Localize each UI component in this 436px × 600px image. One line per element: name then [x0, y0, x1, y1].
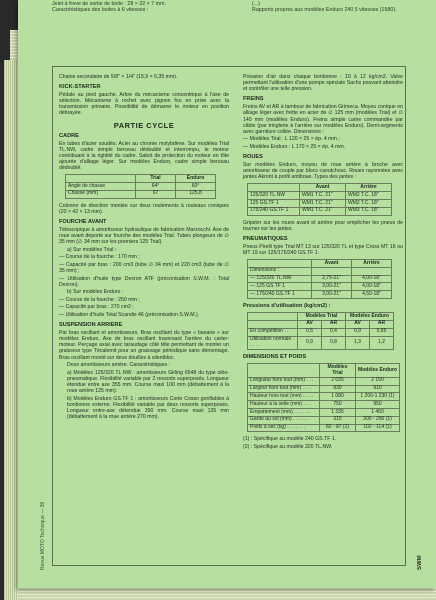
- table-row: [66, 183, 216, 191]
- table-row: [248, 291, 392, 299]
- list-item: b) Sur modèles Enduro :: [67, 289, 124, 296]
- paragraph: Freins AV et AR à tambour de fabrication Grimeca. Moyeu conique en alliage léger avec frette en acier de ∅ 125 mm (modèles Trial) et ∅ 140 mm (modèles Enduro). Freins simple came commandée par câble (par tringlerie à l'arrière sur modèles Enduro). Demi-segments avec garniture collée. Dimensions :: [243, 104, 403, 135]
- table-row: [248, 192, 392, 200]
- table-cell: 2,75-21": [312, 275, 352, 283]
- angles-table: [65, 174, 216, 198]
- table-cell: 125/320 TL.NW: [248, 192, 300, 200]
- table-row: [248, 283, 392, 291]
- table-cell: WM2 T.C. 18": [346, 192, 392, 200]
- table-cell: 1,2: [370, 336, 394, 350]
- table-row: [248, 409, 400, 417]
- table-cell: Longueur hors tout (mm) . . .: [248, 377, 320, 385]
- list-item: — Modèles Enduro : L 170 × 25 × ép. 4 mm.: [243, 143, 346, 150]
- table-header: Arrière: [346, 184, 392, 192]
- table-cell: Hauteur à la selle (mm) . . .: [248, 401, 320, 409]
- list-item: — Capacité par bras : 200 cm3 (tube ∅ 34 mm) et 220 cm3 (tube de ∅ 35 mm) ;: [59, 261, 229, 274]
- pressions-table: [247, 312, 394, 350]
- intro-text: Chaine secondaire de 5/8" × 1/4" (15,9 × 6,35 mm).: [59, 74, 178, 80]
- table-row: [66, 190, 216, 198]
- brand-tab-label: SWM: [417, 555, 423, 570]
- table-cell: 0,5: [298, 328, 322, 336]
- table-cell: 125,8: [176, 190, 216, 198]
- section-heading: CADRE: [59, 132, 79, 139]
- table-header: AV: [346, 320, 370, 328]
- table-cell: Largeur hors tout (mm) . . . .: [248, 385, 320, 393]
- table-header: Modèles Enduro: [356, 364, 400, 378]
- paragraph: Pression d'air dans chaque bonbonne : 10 à 12 kg/cm2. Valve permettant l'utilisation d'une pompe spéciale Sachs pouvant atteindre et contrôler une telle pression.: [243, 74, 403, 93]
- table-cell: WM1 T.C. 21": [300, 192, 346, 200]
- table-cell: 300 - 290 (1): [356, 416, 400, 424]
- table-cell: WM1 T.C. 21": [300, 207, 346, 215]
- table-cell: Hauteur hors tout (mm) . . . .: [248, 393, 320, 401]
- table-row: [248, 385, 400, 393]
- table-cell: Chasse (mm): [66, 190, 136, 198]
- table-cell: 830: [320, 385, 356, 393]
- table-header: Avant: [300, 184, 346, 192]
- table-row: [248, 416, 400, 424]
- paragraph: Sur modèles Enduro, moyeu de roue arrière à broche avec amortisseur de couple par blocs caoutchouc. Roues rayonnées avec jantes Akront à profil antiboue. Types des jantes :: [243, 162, 403, 181]
- table-cell: Poids à sec (kg) . . . . . . .: [248, 424, 320, 432]
- table-header: [248, 184, 300, 192]
- table-cell: 910: [356, 385, 400, 393]
- paragraph: Par bras oscillant et amortisseurs. Bras oscillant du type « banane » sur modèles Enduro. Axe de bras oscillant traversant l'arrière du carter-moteur. Perçage axial avec taraudage côté tête permettant de monter un graisseur type Técalemit pour un graissage périodique sans démontage. Bras oscillant monté sur deux douilles à silentbloc.: [59, 330, 229, 361]
- table-cell: [312, 267, 352, 275]
- table-header: [66, 175, 136, 183]
- table-cell: 2 035: [320, 377, 356, 385]
- section-heading: KICK-STARTER: [59, 84, 101, 91]
- table-cell: Dimensions :: [248, 267, 312, 275]
- table-cell: 175/240 GS.TF 1: [248, 207, 300, 215]
- table-cell: 4,00-18": [352, 275, 392, 283]
- section-heading: FREINS: [243, 96, 264, 103]
- table-header: Trial: [136, 175, 176, 183]
- table-cell: 1 080: [320, 393, 356, 401]
- table-cell: 0,4: [322, 328, 346, 336]
- side-page-label: Revue MOTO Technique — 39: [40, 501, 46, 570]
- list-item: — Modèles Trial : L 120 × 25 × ép. 4 mm ;: [243, 136, 340, 143]
- table-cell: Empattement (mm) . . . . . .: [248, 409, 320, 417]
- table-row: [248, 267, 392, 275]
- list-item: a) Sur modèles Trial :: [67, 246, 117, 253]
- table-cell: 4,00-18": [352, 283, 392, 291]
- table-header: Arrière: [352, 260, 392, 268]
- table-cell: Utilisation normale . . . . .: [248, 336, 298, 350]
- table-cell: 3,00-21": [312, 283, 352, 291]
- top-text: Caractéristiques des boites à 6 vitesses :: [52, 7, 149, 14]
- table-cell: [352, 267, 392, 275]
- paragraph: Deux amortisseurs arrière. Caractéristiques :: [67, 362, 170, 369]
- list-item: b) Modèles Enduro GS.TF 1 : amortisseurs Corte Cosso gonflables à bonbonne externe. Flexibilité variable par deux ressorts superposés. Longueur entre-axe détendue 390 mm. Course maxi 135 mm (débattement à la roue arrière 270 mm).: [67, 395, 229, 420]
- table-cell: 950: [356, 401, 400, 409]
- list-item: — Course de la fourche : 250 mm ;: [59, 296, 140, 303]
- page-edges-left: [4, 60, 18, 600]
- paragraph: Colonne de direction montée sur deux roulements à rouleaux coniques (20 × 42 × 13 mm).: [59, 202, 229, 215]
- top-strip-left: [52, 1, 237, 13]
- table-header: Modèles Trial: [320, 364, 356, 378]
- table-cell: 67: [136, 190, 176, 198]
- table-cell: 1 335: [320, 409, 356, 417]
- table-row: [248, 393, 400, 401]
- table-cell: — 125 GS.TF 1: [248, 283, 312, 291]
- content-frame: [52, 66, 406, 566]
- section-heading: DIMENSIONS ET POIDS: [243, 354, 307, 361]
- table-cell: 125 GS.TF 1: [248, 200, 300, 208]
- table-cell: 2 150: [356, 377, 400, 385]
- table-cell: 315: [320, 416, 356, 424]
- table-header: Enduro: [176, 175, 216, 183]
- table-cell: — 125/320 TL.NW: [248, 275, 312, 283]
- table-cell: Garde au sol (mm) . . . . . .: [248, 416, 320, 424]
- table-header: AR: [322, 320, 346, 328]
- left-column: [59, 74, 229, 422]
- table-cell: 0,85: [370, 328, 394, 336]
- section-heading: FOURCHE AVANT: [59, 218, 107, 225]
- table-cell: 3,00-21": [312, 291, 352, 299]
- footnote: (2) : Spécifique au modèle 320 TL.NW.: [243, 443, 333, 450]
- table-cell: WM2 T.C. 18": [346, 200, 392, 208]
- table-cell: 60°: [176, 183, 216, 191]
- book-page: [18, 0, 436, 588]
- pneu-table: [247, 259, 392, 299]
- paragraph: Pneus Pirelli type Trial MT 13 sur 125/320 TL et type Cross MT 16 ou MT 19 sur 125/175/240 GS.TF 1.: [243, 243, 403, 256]
- table-cell: En compétition . .: [248, 328, 298, 336]
- table-cell: 750: [320, 401, 356, 409]
- right-column: [243, 74, 403, 452]
- chapter-heading: PARTIE CYCLE: [113, 120, 175, 130]
- table-cell: 102 - 114 (1): [356, 424, 400, 432]
- table-cell: Angle de chasse: [66, 183, 136, 191]
- table-cell: 64°: [136, 183, 176, 191]
- top-strip-right: [252, 1, 432, 13]
- table-cell: 1 200-1 230 (1): [356, 393, 400, 401]
- table-cell: 0,9: [346, 328, 370, 336]
- table-row: [248, 336, 394, 350]
- dimensions-table: [247, 363, 400, 432]
- paragraph: Pédale au pied gauche. Arbre du mécanisme concentrique à l'axe de sélection. Mécanisme à rochet avec pignon fou en prise avec la transmission primaire. Possibilité de démarrer le moteur en position débrayée.: [59, 92, 229, 117]
- paragraph: En tubes d'acier soudés. Acier au chrome molybdène. Sur modèles Trial TL.NW, cadre simple berceau dédoublé et interrompu, le moteur contribuant à la rigidité du cadre. Sabot de protection du moteur en tôle ajourée d'alliage léger. Sur modèles Enduro, cadre simple berceau dédoublé.: [59, 140, 229, 172]
- table-row: [248, 275, 392, 283]
- top-text: Rapports propres aux modèles Enduro 240 5 vitesses (1980).: [252, 7, 397, 14]
- list-item: — Course de la fourche : 170 mm ;: [59, 254, 140, 261]
- section-heading: PNEUMATIQUES: [243, 235, 288, 242]
- top-text: (...): [252, 1, 260, 7]
- table-cell: WM1 T.C. 21": [300, 200, 346, 208]
- section-heading: ROUES: [243, 154, 263, 161]
- jantes-table: [247, 183, 392, 215]
- table-row: [248, 207, 392, 215]
- paragraph: Télescopique à amortisseur hydraulique de fabrication Marzocchi. Axe de roue avant déporté sur fourche des modèles Trial. Tubes plongeurs de ∅ 35 mm (∅ 34 mm sur les premiers 125 Trial).: [59, 226, 229, 246]
- table-header: [248, 364, 320, 378]
- table-header: AV: [298, 320, 322, 328]
- table-row: [248, 424, 400, 432]
- paragraph: Gripster sur les roues avant et arrière pour empêcher les pneus de tourner sur les jantes.: [243, 219, 403, 232]
- table-header: [248, 320, 298, 328]
- table-cell: 0,9: [298, 336, 322, 350]
- table-cell: — 175/240 GS.TF 1: [248, 291, 312, 299]
- section-heading: Pressions d'utilisation (kg/cm2) :: [243, 303, 331, 310]
- table-header: AR: [370, 320, 394, 328]
- list-item: — Capacité par bras : 270 cm3 ;: [59, 304, 134, 311]
- table-cell: 1 450: [356, 409, 400, 417]
- table-header: Avant: [312, 260, 352, 268]
- table-cell: 4,50-18": [352, 291, 392, 299]
- list-item: — Utilisation d'huile type Dexron ATF (préconisation S.W.M. : Total Dexron).: [59, 275, 229, 288]
- table-cell: 0,8: [322, 336, 346, 350]
- list-item: a) Modèles 125/320 TL.NW : amortisseurs Girling 6548 du type oléo-pneumatique. Flexibilité variable par 2 ressorts superposés. Longueur étendue entre axe 355 mm. Course maxi 100 mm (débattement à la roue arrière 125 mm).: [67, 369, 229, 395]
- table-cell: 1,3: [346, 336, 370, 350]
- top-strip: [52, 0, 432, 24]
- table-row: [248, 328, 394, 336]
- table-cell: WM3 T.C. 18": [346, 207, 392, 215]
- table-row: [248, 377, 400, 385]
- top-text: Jeiet à freve de sortie de boite : 28 × 32 × 7 mm.: [52, 1, 166, 7]
- table-row: [248, 200, 392, 208]
- list-item: — Utilisation d'huile Total Scandis 46 (préconisation S.W.M.).: [59, 312, 200, 319]
- table-header: [248, 313, 298, 321]
- footnote: (1) : Spécifique au modèle 240 GS.TF 1.: [243, 436, 337, 443]
- table-row: [248, 401, 400, 409]
- table-header: [248, 260, 312, 268]
- table-header: Modèles Trial: [298, 313, 346, 321]
- section-heading: SUSPENSION ARRIERE: [59, 322, 123, 329]
- table-header: Modèles Enduro: [346, 313, 394, 321]
- table-cell: 82 - 87 (2): [320, 424, 356, 432]
